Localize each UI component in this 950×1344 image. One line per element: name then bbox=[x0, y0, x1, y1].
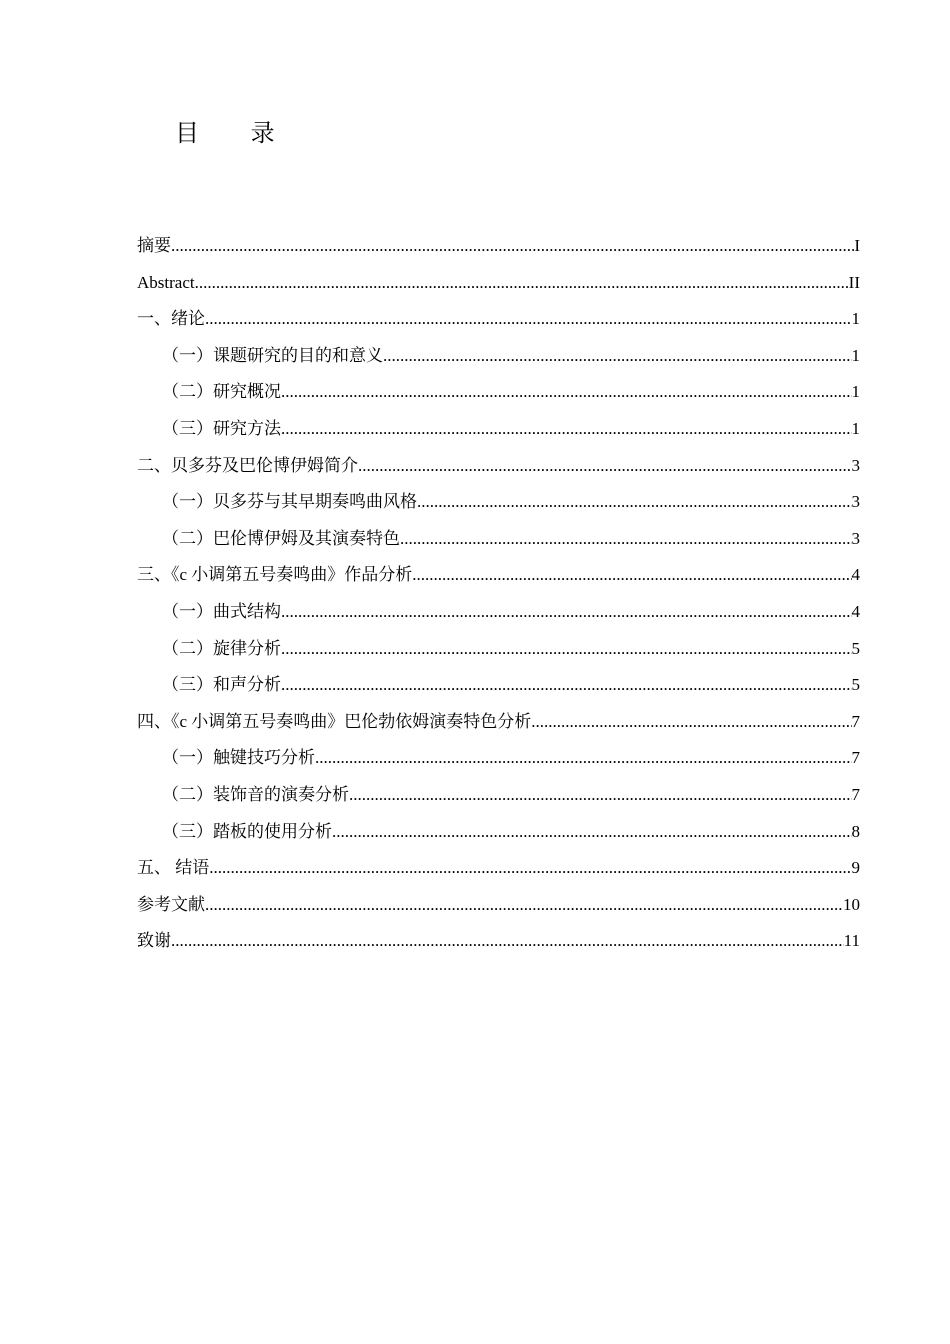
toc-entry-page-number: 7 bbox=[851, 748, 860, 768]
toc-entry[interactable] bbox=[137, 667, 860, 704]
toc-entry[interactable] bbox=[137, 777, 860, 814]
toc-entry-label: 四、《c 小调第五号奏鸣曲》巴伦勃依姆演奏特色分析 bbox=[137, 711, 532, 731]
toc-dot-leader bbox=[417, 484, 852, 520]
toc-entry-page-number: 3 bbox=[851, 492, 860, 512]
toc-entry-label: 二、贝多芬及巴伦博伊姆简介 bbox=[137, 455, 358, 475]
toc-dot-leader bbox=[195, 265, 849, 301]
toc-entry[interactable] bbox=[137, 631, 860, 668]
toc-dot-leader bbox=[531, 704, 851, 740]
toc-entry-page-number: 1 bbox=[851, 309, 860, 329]
toc-dot-leader bbox=[281, 374, 852, 410]
toc-entry[interactable] bbox=[137, 557, 860, 594]
toc-entry-label: 一、绪论 bbox=[137, 309, 205, 329]
toc-dot-leader bbox=[205, 887, 843, 923]
toc-entry-page-number: 4 bbox=[851, 601, 860, 621]
toc-dot-leader bbox=[400, 521, 852, 557]
toc-entry-page-number: 1 bbox=[851, 345, 860, 365]
toc-entry-label: （一）课题研究的目的和意义 bbox=[162, 345, 383, 365]
toc-entry[interactable] bbox=[137, 594, 860, 631]
toc-dot-leader bbox=[358, 448, 852, 484]
toc-entry-page-number: 7 bbox=[851, 784, 860, 804]
toc-entry-page-number: 1 bbox=[851, 382, 860, 402]
toc-entry-page-number: II bbox=[848, 272, 860, 292]
toc-entry-page-number: 8 bbox=[851, 821, 860, 841]
toc-title: 目 录 bbox=[175, 119, 297, 147]
toc-dot-leader bbox=[412, 557, 851, 593]
toc-dot-leader bbox=[209, 850, 851, 886]
toc-entry-page-number: 11 bbox=[843, 931, 860, 951]
toc-entry[interactable] bbox=[137, 265, 860, 302]
toc-entry-label: 三、《c 小调第五号奏鸣曲》作品分析 bbox=[137, 565, 413, 585]
toc-entry-label: 参考文献 bbox=[137, 894, 205, 914]
toc-entry-page-number: 1 bbox=[851, 418, 860, 438]
toc-entry-page-number: 4 bbox=[851, 565, 860, 585]
toc-entry[interactable] bbox=[137, 704, 860, 741]
toc-entry-label: （三）踏板的使用分析 bbox=[162, 821, 332, 841]
toc-entry-page-number: 5 bbox=[851, 675, 860, 695]
toc-dot-leader bbox=[281, 411, 852, 447]
toc-entry-page-number: 7 bbox=[851, 711, 860, 731]
toc-entry[interactable] bbox=[137, 521, 860, 558]
toc-entry-label: （二）巴伦博伊姆及其演奏特色 bbox=[162, 528, 400, 548]
toc-entry-label: （一）贝多芬与其早期奏鸣曲风格 bbox=[162, 492, 417, 512]
toc-entry-page-number: 9 bbox=[851, 858, 860, 878]
toc-dot-leader bbox=[315, 740, 852, 776]
toc-dot-leader bbox=[205, 301, 852, 337]
toc-entry-label: （一）触键技巧分析 bbox=[162, 748, 315, 768]
toc-entry-page-number: 10 bbox=[843, 894, 860, 914]
toc-entry-label: （三）和声分析 bbox=[162, 675, 281, 695]
toc-entry-page-number: I bbox=[854, 236, 860, 255]
toc-entry-label: （一）曲式结构 bbox=[162, 601, 281, 621]
toc-entry[interactable] bbox=[137, 448, 860, 485]
toc-entry-label: （二）装饰音的演奏分析 bbox=[162, 784, 349, 804]
toc-entry[interactable] bbox=[137, 338, 860, 375]
toc-dot-leader bbox=[281, 631, 852, 667]
toc-dot-leader bbox=[349, 777, 852, 813]
toc-dot-leader bbox=[171, 923, 844, 959]
toc-dot-leader bbox=[383, 338, 852, 374]
toc-entry-page-number: 5 bbox=[851, 638, 860, 658]
toc-entry-label: Abstract bbox=[137, 272, 195, 292]
toc-entry[interactable] bbox=[137, 484, 860, 521]
toc-entry-label: （二）旋律分析 bbox=[162, 638, 281, 658]
toc-dot-leader bbox=[332, 814, 852, 850]
toc-entry-label: （二）研究概况 bbox=[162, 382, 281, 402]
toc-entry[interactable] bbox=[137, 850, 860, 887]
toc-entry[interactable] bbox=[137, 887, 860, 924]
toc-dot-leader bbox=[281, 594, 852, 630]
toc-entry[interactable] bbox=[137, 814, 860, 851]
toc-entry[interactable] bbox=[137, 923, 860, 960]
toc-entry-page-number: 3 bbox=[851, 528, 860, 548]
toc-dot-leader bbox=[171, 228, 854, 264]
toc-entry[interactable] bbox=[137, 228, 860, 265]
toc-entry-page-number: 3 bbox=[851, 455, 860, 475]
toc-entry[interactable] bbox=[137, 374, 860, 411]
toc-entry[interactable] bbox=[137, 740, 860, 777]
toc-entry-label: 五、 结语 bbox=[137, 858, 210, 878]
toc-dot-leader bbox=[281, 667, 852, 703]
toc-entry-label: 致谢 bbox=[137, 931, 171, 951]
toc-entry-label: 摘要 bbox=[137, 236, 171, 255]
toc-list bbox=[137, 228, 860, 960]
toc-entry-label: （三）研究方法 bbox=[162, 418, 281, 438]
toc-entry[interactable] bbox=[137, 301, 860, 338]
toc-entry[interactable] bbox=[137, 411, 860, 448]
